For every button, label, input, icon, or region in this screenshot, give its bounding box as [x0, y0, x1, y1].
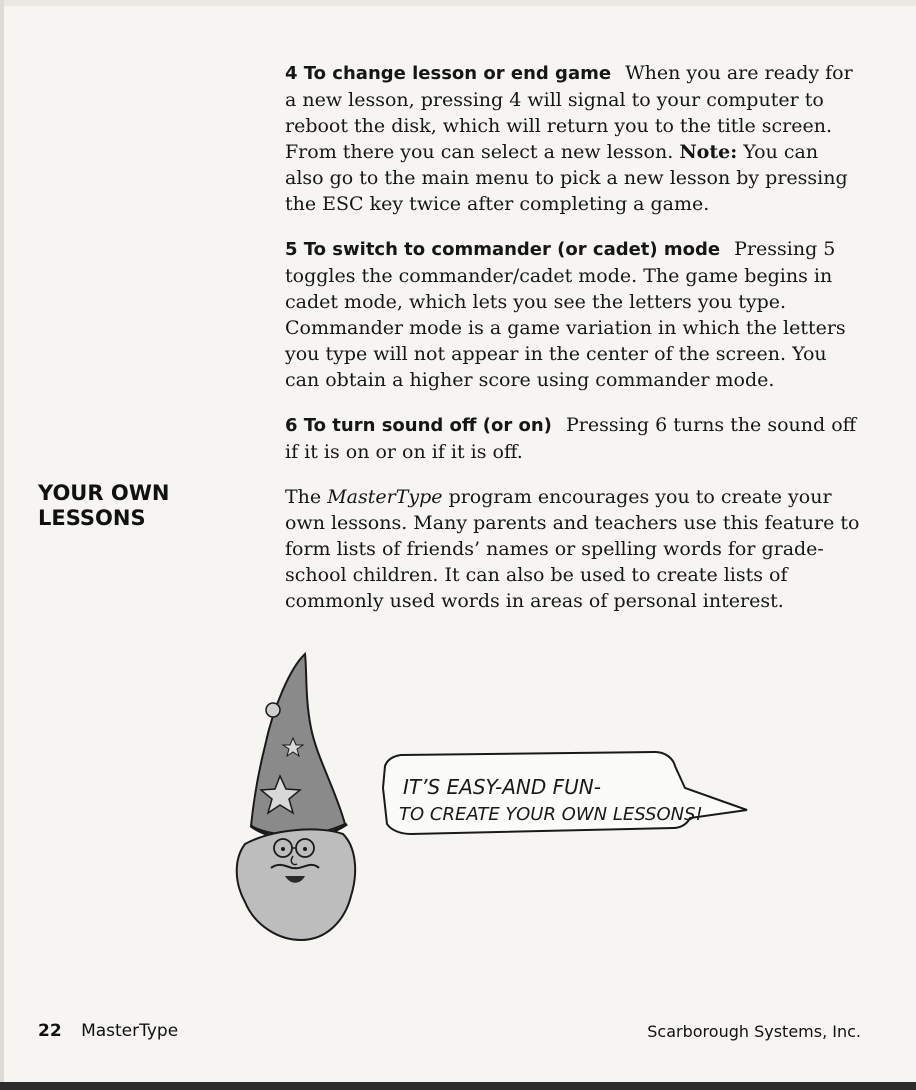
instruction-commander-mode: [285, 236, 860, 393]
page-bottom-edge: [0, 1082, 916, 1090]
instruction-sound: [285, 412, 860, 465]
page-number: 22: [38, 1021, 62, 1041]
instruction-note: You can also go to the main menu to pick a new lesson by pressing the ESC key twice after completing a game.: [285, 141, 848, 215]
own-lessons-paragraph: [285, 484, 860, 614]
own-lessons-text-before: The: [285, 486, 322, 508]
instruction-heading: 6 To turn sound off (or on): [285, 415, 552, 436]
speech-bubble-line1: IT’S EASY-AND FUN-: [403, 775, 601, 799]
instruction-body: Pressing 6 turns the sound off if it is on or on if it is off.: [285, 414, 857, 463]
speech-bubble-line2: TO CREATE YOUR OWN LESSONS!: [399, 804, 703, 825]
footer-left: [38, 1021, 178, 1041]
instruction-change-lesson: [285, 60, 860, 217]
section-heading-line: LESSONS: [38, 506, 146, 530]
program-name: MasterType: [327, 486, 443, 508]
own-lessons-text: program encourages you to create your own lessons. Many parents and teachers use this feature to form lists of friends’ names or spelling words for grade-school children. It can also be used to create lists of commonly used words in areas of personal interest.: [285, 486, 860, 612]
wizard-hat: [251, 654, 347, 839]
note-label: Note:: [679, 141, 738, 163]
section-heading-own-lessons: [38, 481, 238, 531]
wizard-illustration: [235, 648, 765, 948]
instruction-heading: 5 To switch to commander (or cadet) mode: [285, 239, 721, 260]
page-top-edge: [0, 0, 916, 6]
instruction-body: When you are ready for a new lesson, pressing 4 will signal to your computer to reboot the disk, which will return you to the title screen. From there you can select a new lesson.: [285, 62, 853, 163]
speech-bubble: [383, 752, 747, 834]
publisher-name: Scarborough Systems, Inc.: [647, 1022, 861, 1041]
product-name: MasterType: [81, 1021, 179, 1041]
section-heading-line: YOUR OWN: [38, 481, 170, 505]
page-left-edge: [0, 0, 4, 1090]
main-column: [285, 60, 860, 633]
instruction-heading: 4 To change lesson or end game: [285, 63, 612, 84]
wizard-face: [237, 829, 355, 940]
instruction-body: Pressing 5 toggles the commander/cadet mode. The game begins in cadet mode, which lets you see the letters you type. Commander mode is a game variation in which the letters you type will not appear in the center of the screen. You can obtain a higher score using commander mode.: [285, 238, 846, 391]
